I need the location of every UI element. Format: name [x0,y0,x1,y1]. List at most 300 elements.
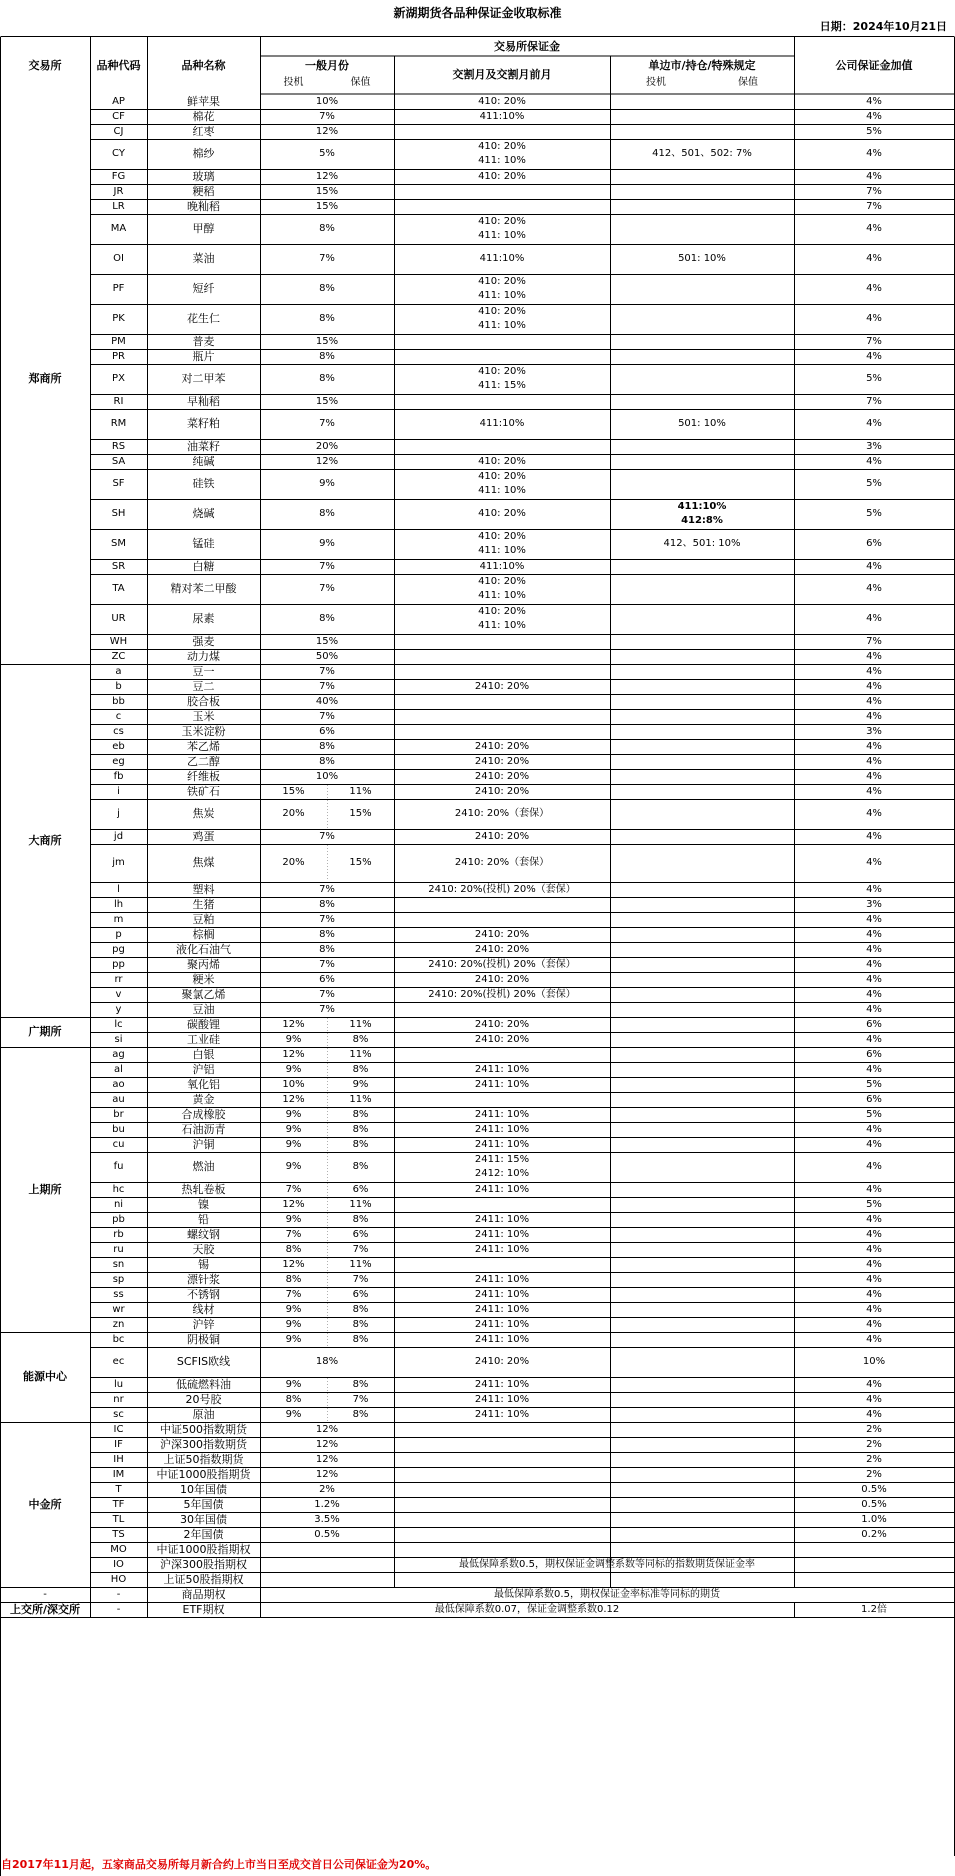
product-name: 不锈钢 [187,1287,220,1301]
delivery-margin: 2410: 20% [474,680,530,692]
product-name: 燃油 [192,1160,215,1173]
company-margin: 5% [866,373,882,384]
general-margin: 7% [319,830,335,842]
delivery-margin: 2410: 20%(投机) 20%（套保） [428,883,576,895]
general-margin: 8% [319,313,335,324]
company-margin: 6% [866,1093,882,1105]
product-name: SCFIS欧线 [176,1355,231,1368]
product-name: 甲醇 [192,222,215,235]
company-margin: 6% [866,538,882,549]
product-name: 沪锌 [192,1317,215,1331]
product-code: OI [113,253,124,264]
product-name: 豆粕 [192,912,215,926]
company-margin: 4% [866,1003,882,1015]
general-margin-spec: 9% [285,1138,302,1150]
product-name: 5年国债 [183,1497,224,1511]
general-margin-hedge: 6% [352,1288,369,1300]
product-name: 乙二醇 [187,754,220,768]
company-margin: 4% [866,988,882,1000]
product-name: 螺纹钢 [187,1227,220,1241]
product-name: 2年国债 [183,1527,224,1541]
product-name: 棕榈 [192,927,215,941]
product-code: IF [114,1438,123,1450]
company-margin: 3% [866,898,882,910]
product-name: 花生仁 [187,312,220,325]
product-code: wr [112,1303,125,1315]
delivery-margin: 2411: 10% [474,1273,530,1285]
general-margin: 12% [315,1438,339,1450]
company-margin: 4% [866,455,882,467]
general-margin-spec: 9% [285,1063,302,1075]
company-margin: 4% [866,943,882,955]
company-margin: 0.5% [861,1498,887,1510]
general-margin: 6% [319,725,335,737]
company-margin: 5% [866,508,882,519]
company-margin: 5% [866,125,882,137]
exchange-name: 上期所 [28,1182,62,1196]
product-code: PK [112,313,125,324]
special-margin: 412、501: 10% [663,538,741,549]
product-code: jd [113,830,124,842]
general-margin-spec: 7% [285,1228,302,1240]
product-code: fu [113,1161,124,1172]
delivery-margin: 2410: 20% [474,1356,530,1367]
header-special: 单边市/持仓/特殊规定 [648,58,756,72]
general-margin-spec: 9% [285,1108,302,1120]
general-margin-spec: 12% [282,1048,305,1060]
product-name: 早籼稻 [187,394,220,408]
header-special-hedge: 保值 [738,77,758,88]
product-name: 中证1000股指期货 [156,1467,251,1481]
product-code: pp [112,958,125,970]
general-margin-spec: 9% [285,1303,302,1315]
general-margin-spec: 9% [285,1333,302,1345]
product-name: 尿素 [192,612,215,625]
general-margin-hedge: 8% [352,1378,369,1390]
product-code: lu [113,1378,124,1390]
product-name: 短纤 [192,282,215,295]
general-margin: 15% [315,335,339,347]
product-name: 10年国债 [180,1482,227,1496]
commodity-option-code: - [116,1588,121,1600]
company-margin: 4% [866,1228,882,1240]
product-code: j [117,808,120,819]
product-name: 棉纱 [192,147,215,160]
header-delivery: 交割月及交割月前月 [452,68,552,81]
general-margin: 8% [319,283,335,294]
company-margin: 2% [866,1438,882,1450]
delivery-margin: 2410: 20% [474,785,530,797]
general-margin: 9% [319,478,335,489]
company-margin: 10% [862,1356,886,1367]
company-margin: 4% [866,755,882,767]
product-name: 鸡蛋 [192,829,215,843]
etf-option-code: - [116,1603,121,1615]
product-code: AP [112,95,125,107]
delivery-margin: 410: 20% 411: 10% [478,306,526,331]
general-margin-hedge: 11% [349,1018,372,1030]
product-code: UR [111,613,126,624]
delivery-margin: 2410: 20% [474,740,530,752]
general-margin-hedge: 8% [352,1108,369,1120]
product-code: bb [112,695,125,707]
product-name: 线材 [192,1302,215,1316]
product-name: 苯乙烯 [187,739,220,753]
product-code: sp [112,1273,125,1285]
general-margin-spec: 9% [285,1123,302,1135]
product-code: cu [112,1138,125,1150]
header-general-spec: 投机 [283,77,304,88]
general-margin-spec: 7% [285,1183,302,1195]
product-name: 热轧卷板 [181,1182,226,1196]
product-code: TL [112,1513,125,1525]
general-margin-hedge: 11% [349,1258,372,1270]
general-margin: 8% [319,898,335,910]
company-margin: 5% [866,1198,882,1210]
delivery-margin: 411:10% [479,560,525,572]
product-code: ao [112,1078,125,1090]
general-margin-spec: 12% [282,1093,305,1105]
product-code: RM [110,418,127,429]
product-name: 硅铁 [192,477,215,490]
general-margin: 9% [319,538,335,549]
product-code: al [114,1063,123,1075]
cffex-option-note: 最低保障系数0.5，期权保证金调整系数等同标的指数期货保证金率 [459,1558,755,1570]
product-name: 镍 [198,1197,209,1211]
delivery-margin: 2411: 10% [474,1318,530,1330]
product-code: sc [113,1408,124,1420]
general-margin: 7% [319,680,335,692]
product-name: 碳酸锂 [187,1017,220,1031]
product-name: 氧化铝 [187,1077,220,1091]
product-name: 工业硅 [187,1032,220,1046]
product-code: IC [113,1423,124,1435]
delivery-margin: 410: 20% [478,508,526,519]
general-margin: 8% [319,928,335,940]
company-margin: 4% [866,665,882,677]
general-margin-hedge: 6% [352,1183,369,1195]
product-name: 上证50指数期货 [163,1452,244,1466]
product-code: zn [112,1318,125,1330]
header-code: 品种代码 [96,58,141,72]
product-code: HO [110,1573,127,1585]
general-margin-spec: 9% [285,1213,302,1225]
general-margin: 5% [319,148,335,159]
product-name: 菜油 [192,252,215,265]
general-margin: 7% [319,988,335,1000]
delivery-margin: 410: 20% [478,95,526,107]
product-code: c [115,710,122,722]
special-margin: 501: 10% [678,253,726,264]
company-margin: 4% [866,650,882,662]
header-exchange: 交易所 [28,58,62,72]
general-margin-hedge: 11% [349,1048,372,1060]
company-margin: 7% [866,395,882,407]
delivery-margin: 2410: 20% [474,973,530,985]
delivery-margin: 2410: 20%(投机) 20%（套保） [428,988,576,1000]
product-name: 白糖 [192,559,215,573]
product-code: CF [112,110,125,122]
delivery-margin: 2411: 10% [474,1138,530,1150]
general-margin: 8% [319,373,335,384]
delivery-margin: 410: 20% 411: 10% [478,216,526,241]
product-code: cs [113,725,124,737]
company-margin: 4% [866,95,882,107]
product-code: RI [113,395,124,407]
special-margin: 411:10% 412:8% [677,501,727,526]
product-code: JR [113,185,124,197]
general-margin: 7% [319,110,335,122]
product-code: pg [112,943,125,955]
general-margin: 12% [315,1468,339,1480]
general-margin-spec: 12% [282,1018,305,1030]
delivery-margin: 2411: 10% [474,1408,530,1420]
exchange-name: 能源中心 [23,1370,67,1383]
product-code: ag [112,1048,125,1060]
product-code: MA [110,223,127,234]
general-margin-spec: 9% [285,1408,302,1420]
company-margin: 4% [866,1318,882,1330]
product-name: 铁矿石 [187,784,220,798]
company-margin: 4% [866,740,882,752]
company-margin: 4% [866,830,882,842]
product-name: 玉米淀粉 [181,724,226,738]
general-margin: 7% [319,253,335,264]
delivery-margin: 2410: 20% [474,1033,530,1045]
company-margin: 4% [866,1288,882,1300]
general-margin: 0.5% [314,1528,340,1540]
company-margin: 4% [866,710,882,722]
general-margin: 15% [315,635,339,647]
header-exchange-margin: 交易所保证金 [494,39,560,53]
product-name: 低硫燃料油 [176,1377,231,1391]
product-name: 瓶片 [192,349,215,363]
delivery-margin: 2411: 15% 2412: 10% [474,1154,530,1179]
company-margin: 5% [866,1078,882,1090]
general-margin: 8% [319,613,335,624]
product-code: IM [112,1468,125,1480]
company-margin: 1.0% [861,1513,887,1525]
product-name: 合成橡胶 [181,1107,226,1121]
delivery-margin: 2410: 20%(投机) 20%（套保） [428,958,576,970]
general-margin: 3.5% [314,1513,340,1525]
header-name: 品种名称 [181,58,226,72]
general-margin-hedge: 15% [349,808,372,819]
product-code: RS [111,440,126,452]
product-code: MO [110,1543,127,1555]
company-margin: 4% [866,883,882,895]
product-name: 焦煤 [192,856,215,869]
product-code: eb [112,740,125,752]
exchange-name: 大商所 [28,833,62,847]
general-margin: 2% [319,1483,335,1495]
product-code: TA [112,583,125,594]
product-code: fb [113,770,124,782]
product-code: v [115,988,122,1000]
general-margin: 8% [319,223,335,234]
header-general-month: 一般月份 [305,58,349,72]
product-name: 石油沥青 [181,1122,226,1136]
general-margin-spec: 12% [282,1258,305,1270]
product-code: l [117,883,120,895]
delivery-margin: 2410: 20% [474,928,530,940]
company-margin: 3% [866,440,882,452]
product-code: PF [112,283,125,294]
product-code: bu [112,1123,125,1135]
delivery-margin: 2410: 20% [474,943,530,955]
general-margin-spec: 7% [285,1288,302,1300]
company-margin: 2% [866,1453,882,1465]
special-margin: 501: 10% [678,418,726,429]
general-margin-hedge: 8% [352,1138,369,1150]
company-margin: 4% [866,283,882,294]
company-margin: 5% [866,1108,882,1120]
special-margin: 412、501、502: 7% [652,148,752,159]
product-code: sn [112,1258,125,1270]
general-margin-spec: 20% [282,808,305,819]
product-code: lc [114,1018,123,1030]
product-name: 豆二 [192,679,215,693]
product-code: TS [112,1528,125,1540]
product-code: SF [112,478,125,489]
product-name: 沪深300股指期权 [160,1557,247,1571]
company-margin: 4% [866,1161,882,1172]
product-code: rb [113,1228,124,1240]
general-margin: 8% [319,755,335,767]
delivery-margin: 411:10% [479,110,525,122]
delivery-margin: 2411: 10% [474,1243,530,1255]
product-code: a [115,665,122,677]
general-margin: 7% [319,418,335,429]
delivery-margin: 410: 20% 411: 10% [478,276,526,301]
product-code: ni [113,1198,124,1210]
company-margin: 4% [866,695,882,707]
delivery-margin: 2410: 20% [474,755,530,767]
general-margin-hedge: 8% [352,1333,369,1345]
product-code: lh [113,898,124,910]
company-margin: 4% [866,770,882,782]
company-margin: 4% [866,1243,882,1255]
etf-option-name: ETF期权 [182,1602,225,1616]
product-code: SA [111,455,126,467]
general-margin: 8% [319,943,335,955]
product-name: 沪铜 [192,1137,215,1151]
product-code: ec [112,1356,125,1367]
delivery-margin: 2410: 20%（套保） [454,857,550,868]
company-margin: 4% [866,148,882,159]
product-code: rr [114,973,123,985]
delivery-margin: 2411: 10% [474,1303,530,1315]
general-margin-hedge: 8% [352,1303,369,1315]
product-code: PR [112,350,125,362]
commodity-option-name: 商品期权 [181,1587,226,1601]
product-name: 烧碱 [192,507,215,520]
general-margin: 12% [315,455,339,467]
delivery-margin: 410: 20% 411: 15% [478,366,526,391]
product-code: T [115,1483,122,1495]
company-margin: 4% [866,913,882,925]
product-name: 纤维板 [187,769,220,783]
delivery-margin: 2410: 20% [474,830,530,842]
company-margin: 4% [866,1213,882,1225]
general-margin-hedge: 7% [352,1393,369,1405]
product-code: IH [113,1453,124,1465]
general-margin-spec: 9% [285,1378,302,1390]
product-name: 上证50股指期权 [163,1572,244,1586]
product-name: 玻璃 [192,169,215,183]
company-margin: 4% [866,350,882,362]
general-margin: 40% [315,695,339,707]
company-margin: 3% [866,725,882,737]
product-code: CY [112,148,125,159]
etf-option-exchange: 上交所/深交所 [9,1602,81,1616]
general-margin: 10% [315,770,339,782]
page-title: 新湖期货各品种保证金收取标准 [393,6,562,20]
exchange-name: 郑商所 [28,372,62,385]
product-name: 强麦 [192,634,215,648]
delivery-margin: 410: 20% 411: 10% [478,606,526,631]
general-margin: 18% [315,1356,339,1367]
general-margin: 15% [315,395,339,407]
general-margin-hedge: 11% [349,785,372,797]
delivery-margin: 2411: 10% [474,1288,530,1300]
general-margin: 12% [315,1423,339,1435]
company-margin: 4% [866,1303,882,1315]
general-margin: 12% [315,170,339,182]
delivery-margin: 410: 20% 411: 10% [478,531,526,556]
general-margin-spec: 9% [285,1318,302,1330]
delivery-margin: 2411: 10% [474,1333,530,1345]
product-name: 菜籽粕 [187,417,220,430]
product-name: 塑料 [192,882,215,896]
delivery-margin: 2410: 20%（套保） [454,808,550,819]
general-margin: 12% [315,125,339,137]
general-margin-hedge: 7% [352,1273,369,1285]
product-code: m [113,913,124,925]
company-margin: 7% [866,200,882,212]
product-code: SR [111,560,126,572]
company-margin: 4% [866,1123,882,1135]
general-margin: 7% [319,958,335,970]
general-margin-spec: 9% [285,1033,302,1045]
company-margin: 4% [866,110,882,122]
product-name: 漂针浆 [187,1272,220,1286]
general-margin: 7% [319,913,335,925]
general-margin: 15% [315,200,339,212]
product-name: 油菜籽 [187,439,220,453]
general-margin: 15% [315,185,339,197]
delivery-margin: 2411: 10% [474,1108,530,1120]
product-name: 原油 [192,1407,215,1421]
company-margin: 4% [866,613,882,624]
general-margin-spec: 12% [282,1198,305,1210]
product-code: LR [112,200,125,212]
delivery-margin: 2411: 10% [474,1378,530,1390]
general-margin-spec: 8% [285,1243,302,1255]
product-name: 沪深300指数期货 [160,1437,247,1451]
delivery-margin: 410: 20% 411: 10% [478,141,526,166]
product-code: PX [112,373,125,384]
general-margin: 6% [319,973,335,985]
header-company-margin: 公司保证金加值 [835,58,913,72]
product-name: 中证1000股指期权 [156,1542,251,1556]
product-code: au [112,1093,125,1105]
general-margin: 20% [315,440,339,452]
delivery-margin: 2411: 10% [474,1123,530,1135]
product-code: b [115,680,122,692]
product-name: 沪铝 [192,1062,215,1076]
general-margin-spec: 10% [282,1078,305,1090]
